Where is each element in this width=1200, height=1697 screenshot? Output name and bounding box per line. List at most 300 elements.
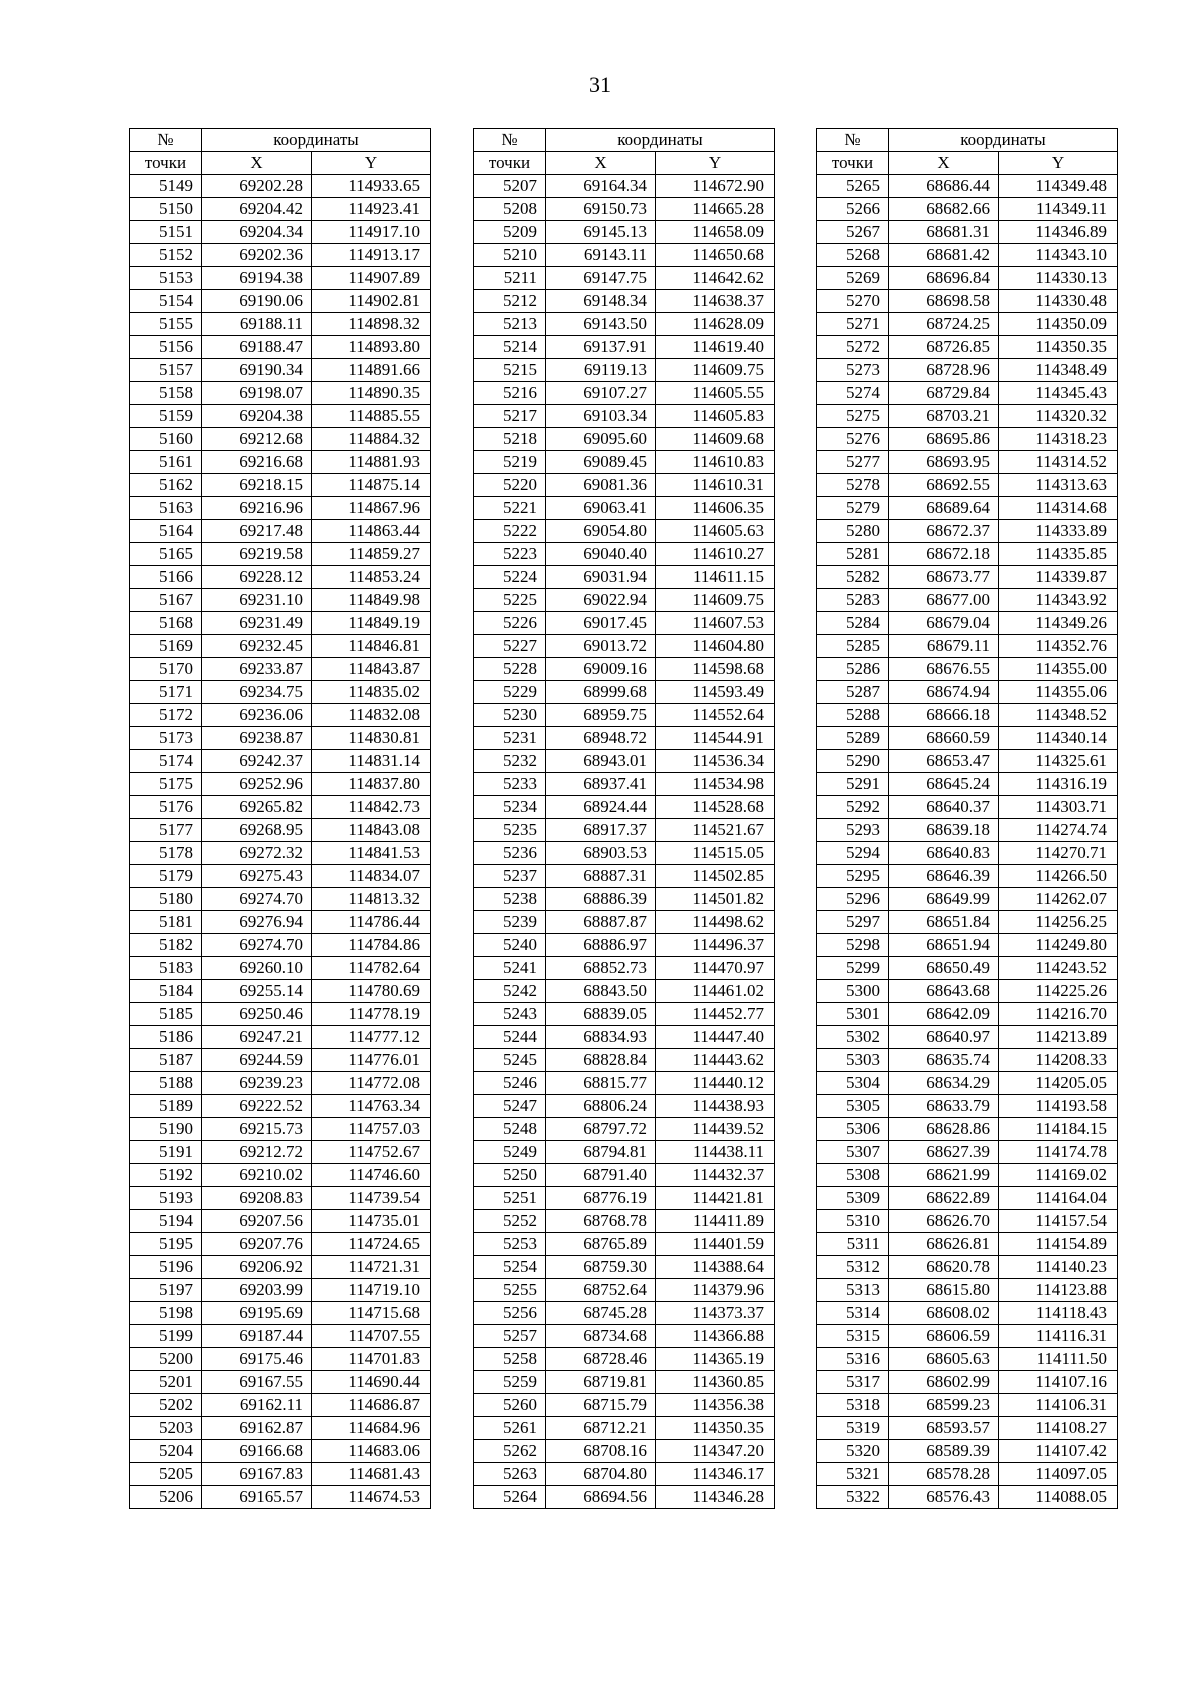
point-number-cell: 5231 bbox=[474, 727, 546, 750]
x-coordinate-cell: 68794.81 bbox=[546, 1141, 656, 1164]
y-coordinate-cell: 114256.25 bbox=[999, 911, 1118, 934]
point-number-cell: 5214 bbox=[474, 336, 546, 359]
point-number-cell: 5177 bbox=[130, 819, 202, 842]
x-coordinate-cell: 69190.34 bbox=[202, 359, 312, 382]
table-row bbox=[474, 819, 775, 842]
y-coordinate-cell: 114609.75 bbox=[656, 359, 775, 382]
point-number-cell: 5279 bbox=[817, 497, 889, 520]
table-row bbox=[130, 497, 431, 520]
x-coordinate-cell: 69212.72 bbox=[202, 1141, 312, 1164]
table-row bbox=[130, 727, 431, 750]
y-coordinate-cell: 114763.34 bbox=[312, 1095, 431, 1118]
table-row bbox=[817, 911, 1118, 934]
table-row bbox=[817, 658, 1118, 681]
point-number-cell: 5153 bbox=[130, 267, 202, 290]
x-coordinate-cell: 69143.50 bbox=[546, 313, 656, 336]
table-row bbox=[817, 1417, 1118, 1440]
point-number-cell: 5253 bbox=[474, 1233, 546, 1256]
x-coordinate-cell: 68776.19 bbox=[546, 1187, 656, 1210]
x-coordinate-cell: 69017.45 bbox=[546, 612, 656, 635]
y-coordinate-cell: 114249.80 bbox=[999, 934, 1118, 957]
y-coordinate-cell: 114350.09 bbox=[999, 313, 1118, 336]
table-row bbox=[130, 1187, 431, 1210]
point-number-cell: 5197 bbox=[130, 1279, 202, 1302]
point-number-cell: 5250 bbox=[474, 1164, 546, 1187]
table-row bbox=[130, 796, 431, 819]
y-coordinate-cell: 114867.96 bbox=[312, 497, 431, 520]
table-row bbox=[817, 1463, 1118, 1486]
x-coordinate-cell: 68695.86 bbox=[889, 428, 999, 451]
y-coordinate-cell: 114316.19 bbox=[999, 773, 1118, 796]
x-coordinate-cell: 68704.80 bbox=[546, 1463, 656, 1486]
point-number-cell: 5228 bbox=[474, 658, 546, 681]
table-row bbox=[474, 198, 775, 221]
point-number-cell: 5183 bbox=[130, 957, 202, 980]
point-number-cell: 5178 bbox=[130, 842, 202, 865]
point-number-cell: 5259 bbox=[474, 1371, 546, 1394]
y-coordinate-cell: 114496.37 bbox=[656, 934, 775, 957]
point-number-cell: 5260 bbox=[474, 1394, 546, 1417]
table-row bbox=[130, 1279, 431, 1302]
point-number-cell: 5171 bbox=[130, 681, 202, 704]
x-coordinate-cell: 68715.79 bbox=[546, 1394, 656, 1417]
x-coordinate-cell: 69247.21 bbox=[202, 1026, 312, 1049]
point-number-cell: 5167 bbox=[130, 589, 202, 612]
x-coordinate-cell: 69207.56 bbox=[202, 1210, 312, 1233]
y-coordinate-cell: 114598.68 bbox=[656, 658, 775, 681]
x-coordinate-cell: 69218.15 bbox=[202, 474, 312, 497]
x-coordinate-cell: 68599.23 bbox=[889, 1394, 999, 1417]
y-coordinate-cell: 114650.68 bbox=[656, 244, 775, 267]
table-row bbox=[817, 290, 1118, 313]
table-row bbox=[130, 1440, 431, 1463]
x-coordinate-cell: 69236.06 bbox=[202, 704, 312, 727]
header-row bbox=[130, 152, 431, 175]
table-row bbox=[130, 681, 431, 704]
table-row bbox=[130, 1072, 431, 1095]
header-row bbox=[817, 129, 1118, 152]
y-coordinate-cell: 114318.23 bbox=[999, 428, 1118, 451]
point-number-cell: 5230 bbox=[474, 704, 546, 727]
point-number-cell: 5254 bbox=[474, 1256, 546, 1279]
x-coordinate-cell: 68765.89 bbox=[546, 1233, 656, 1256]
x-coordinate-cell: 68676.55 bbox=[889, 658, 999, 681]
point-number-cell: 5180 bbox=[130, 888, 202, 911]
y-coordinate-cell: 114325.61 bbox=[999, 750, 1118, 773]
point-number-cell: 5307 bbox=[817, 1141, 889, 1164]
x-coordinate-cell: 69081.36 bbox=[546, 474, 656, 497]
point-number-cell: 5152 bbox=[130, 244, 202, 267]
point-number-cell: 5306 bbox=[817, 1118, 889, 1141]
point-number-cell: 5189 bbox=[130, 1095, 202, 1118]
point-number-cell: 5220 bbox=[474, 474, 546, 497]
y-coordinate-cell: 114830.81 bbox=[312, 727, 431, 750]
point-number-cell: 5317 bbox=[817, 1371, 889, 1394]
x-coordinate-cell: 68673.77 bbox=[889, 566, 999, 589]
point-number-cell: 5294 bbox=[817, 842, 889, 865]
table-row bbox=[130, 1348, 431, 1371]
x-coordinate-cell: 68937.41 bbox=[546, 773, 656, 796]
table-row bbox=[130, 911, 431, 934]
table-row bbox=[130, 1256, 431, 1279]
table-row bbox=[817, 497, 1118, 520]
x-coordinate-cell: 68797.72 bbox=[546, 1118, 656, 1141]
table-row bbox=[817, 1187, 1118, 1210]
point-number-cell: 5247 bbox=[474, 1095, 546, 1118]
y-coordinate-cell: 114116.31 bbox=[999, 1325, 1118, 1348]
table-row bbox=[474, 1371, 775, 1394]
table-row bbox=[817, 198, 1118, 221]
x-coordinate-cell: 68681.42 bbox=[889, 244, 999, 267]
point-number-cell: 5202 bbox=[130, 1394, 202, 1417]
x-coordinate-cell: 68643.68 bbox=[889, 980, 999, 1003]
table-row bbox=[817, 1164, 1118, 1187]
y-coordinate-cell: 114447.40 bbox=[656, 1026, 775, 1049]
y-coordinate-cell: 114345.43 bbox=[999, 382, 1118, 405]
y-coordinate-cell: 114107.16 bbox=[999, 1371, 1118, 1394]
x-coordinate-cell: 68626.70 bbox=[889, 1210, 999, 1233]
point-number-cell: 5271 bbox=[817, 313, 889, 336]
x-coordinate-cell: 68640.83 bbox=[889, 842, 999, 865]
y-coordinate-cell: 114884.32 bbox=[312, 428, 431, 451]
point-number-cell: 5186 bbox=[130, 1026, 202, 1049]
point-number-cell: 5285 bbox=[817, 635, 889, 658]
point-number-cell: 5208 bbox=[474, 198, 546, 221]
table-row bbox=[474, 382, 775, 405]
table-row bbox=[817, 1325, 1118, 1348]
point-number-cell: 5268 bbox=[817, 244, 889, 267]
y-coordinate-cell: 114724.65 bbox=[312, 1233, 431, 1256]
point-number-cell: 5196 bbox=[130, 1256, 202, 1279]
point-number-header-symbol: № bbox=[474, 129, 546, 152]
x-coordinate-cell: 68602.99 bbox=[889, 1371, 999, 1394]
table-row bbox=[130, 1118, 431, 1141]
x-coordinate-cell: 69272.32 bbox=[202, 842, 312, 865]
table-row bbox=[130, 382, 431, 405]
table-row bbox=[474, 1118, 775, 1141]
x-coordinate-cell: 68653.47 bbox=[889, 750, 999, 773]
x-coordinate-cell: 68660.59 bbox=[889, 727, 999, 750]
y-coordinate-cell: 114313.63 bbox=[999, 474, 1118, 497]
y-coordinate-cell: 114443.62 bbox=[656, 1049, 775, 1072]
y-coordinate-cell: 114715.68 bbox=[312, 1302, 431, 1325]
table-row bbox=[130, 543, 431, 566]
point-number-cell: 5209 bbox=[474, 221, 546, 244]
x-coordinate-cell: 69143.11 bbox=[546, 244, 656, 267]
x-coordinate-cell: 69063.41 bbox=[546, 497, 656, 520]
table-row bbox=[130, 1164, 431, 1187]
coordinates-table-2 bbox=[473, 128, 775, 1509]
table-row bbox=[817, 980, 1118, 1003]
table-row bbox=[130, 1486, 431, 1509]
y-coordinate-cell: 114684.96 bbox=[312, 1417, 431, 1440]
table-row bbox=[817, 451, 1118, 474]
table-row bbox=[474, 796, 775, 819]
point-number-cell: 5316 bbox=[817, 1348, 889, 1371]
x-coordinate-cell: 69216.96 bbox=[202, 497, 312, 520]
point-number-cell: 5169 bbox=[130, 635, 202, 658]
y-coordinate-cell: 114891.66 bbox=[312, 359, 431, 382]
table-row bbox=[130, 336, 431, 359]
x-coordinate-cell: 69148.34 bbox=[546, 290, 656, 313]
y-coordinate-cell: 114216.70 bbox=[999, 1003, 1118, 1026]
y-coordinate-cell: 114752.67 bbox=[312, 1141, 431, 1164]
point-number-cell: 5206 bbox=[130, 1486, 202, 1509]
table-row bbox=[130, 474, 431, 497]
y-coordinate-cell: 114898.32 bbox=[312, 313, 431, 336]
y-coordinate-cell: 114628.09 bbox=[656, 313, 775, 336]
y-coordinate-cell: 114875.14 bbox=[312, 474, 431, 497]
table-row bbox=[474, 658, 775, 681]
point-number-cell: 5195 bbox=[130, 1233, 202, 1256]
y-coordinate-cell: 114349.48 bbox=[999, 175, 1118, 198]
x-coordinate-cell: 68703.21 bbox=[889, 405, 999, 428]
x-coordinate-cell: 69022.94 bbox=[546, 589, 656, 612]
y-coordinate-cell: 114346.28 bbox=[656, 1486, 775, 1509]
x-coordinate-cell: 68628.86 bbox=[889, 1118, 999, 1141]
table-row bbox=[130, 704, 431, 727]
x-coordinate-cell: 69162.87 bbox=[202, 1417, 312, 1440]
y-coordinate-cell: 114123.88 bbox=[999, 1279, 1118, 1302]
table-row bbox=[474, 175, 775, 198]
point-number-header-label: точки bbox=[474, 152, 546, 175]
x-coordinate-cell: 68696.84 bbox=[889, 267, 999, 290]
point-number-cell: 5240 bbox=[474, 934, 546, 957]
table-row bbox=[817, 313, 1118, 336]
page-number: 31 bbox=[589, 72, 611, 97]
point-number-cell: 5305 bbox=[817, 1095, 889, 1118]
y-coordinate-cell: 114881.93 bbox=[312, 451, 431, 474]
y-header: Y bbox=[312, 152, 431, 175]
y-coordinate-cell: 114111.50 bbox=[999, 1348, 1118, 1371]
table-row bbox=[817, 796, 1118, 819]
table-row bbox=[474, 1302, 775, 1325]
header-row bbox=[474, 129, 775, 152]
y-coordinate-cell: 114314.52 bbox=[999, 451, 1118, 474]
point-number-cell: 5224 bbox=[474, 566, 546, 589]
table-row bbox=[817, 1348, 1118, 1371]
x-coordinate-cell: 69103.34 bbox=[546, 405, 656, 428]
point-number-cell: 5292 bbox=[817, 796, 889, 819]
point-number-cell: 5238 bbox=[474, 888, 546, 911]
y-coordinate-cell: 114432.37 bbox=[656, 1164, 775, 1187]
point-number-cell: 5166 bbox=[130, 566, 202, 589]
table-row bbox=[817, 1371, 1118, 1394]
y-coordinate-cell: 114841.53 bbox=[312, 842, 431, 865]
point-number-header-symbol: № bbox=[130, 129, 202, 152]
point-number-cell: 5263 bbox=[474, 1463, 546, 1486]
x-coordinate-cell: 69147.75 bbox=[546, 267, 656, 290]
x-coordinate-cell: 69255.14 bbox=[202, 980, 312, 1003]
y-coordinate-cell: 114782.64 bbox=[312, 957, 431, 980]
x-coordinate-cell: 68608.02 bbox=[889, 1302, 999, 1325]
x-coordinate-cell: 68886.39 bbox=[546, 888, 656, 911]
y-coordinate-cell: 114778.19 bbox=[312, 1003, 431, 1026]
point-number-cell: 5313 bbox=[817, 1279, 889, 1302]
point-number-cell: 5256 bbox=[474, 1302, 546, 1325]
point-number-cell: 5175 bbox=[130, 773, 202, 796]
y-coordinate-cell: 114835.02 bbox=[312, 681, 431, 704]
x-coordinate-cell: 69207.76 bbox=[202, 1233, 312, 1256]
x-coordinate-cell: 69232.45 bbox=[202, 635, 312, 658]
point-number-cell: 5222 bbox=[474, 520, 546, 543]
x-coordinate-cell: 68633.79 bbox=[889, 1095, 999, 1118]
point-number-cell: 5187 bbox=[130, 1049, 202, 1072]
table-row bbox=[474, 842, 775, 865]
point-number-cell: 5174 bbox=[130, 750, 202, 773]
header-row bbox=[817, 152, 1118, 175]
table-row bbox=[817, 1256, 1118, 1279]
table-row bbox=[817, 727, 1118, 750]
y-coordinate-cell: 114544.91 bbox=[656, 727, 775, 750]
x-coordinate-cell: 68887.31 bbox=[546, 865, 656, 888]
y-coordinate-cell: 114552.64 bbox=[656, 704, 775, 727]
x-coordinate-cell: 69167.83 bbox=[202, 1463, 312, 1486]
y-coordinate-cell: 114609.68 bbox=[656, 428, 775, 451]
y-coordinate-cell: 114721.31 bbox=[312, 1256, 431, 1279]
point-number-cell: 5308 bbox=[817, 1164, 889, 1187]
table-row bbox=[130, 750, 431, 773]
x-coordinate-cell: 68578.28 bbox=[889, 1463, 999, 1486]
table-row bbox=[474, 474, 775, 497]
y-coordinate-cell: 114831.14 bbox=[312, 750, 431, 773]
table-row bbox=[474, 359, 775, 382]
table-row bbox=[130, 1394, 431, 1417]
table-row bbox=[130, 313, 431, 336]
x-coordinate-cell: 68615.80 bbox=[889, 1279, 999, 1302]
table-row bbox=[474, 934, 775, 957]
y-coordinate-cell: 114330.13 bbox=[999, 267, 1118, 290]
y-coordinate-cell: 114266.50 bbox=[999, 865, 1118, 888]
y-coordinate-cell: 114690.44 bbox=[312, 1371, 431, 1394]
point-number-cell: 5309 bbox=[817, 1187, 889, 1210]
table-row bbox=[130, 520, 431, 543]
point-number-cell: 5284 bbox=[817, 612, 889, 635]
x-coordinate-cell: 68903.53 bbox=[546, 842, 656, 865]
point-number-cell: 5168 bbox=[130, 612, 202, 635]
y-coordinate-cell: 114106.31 bbox=[999, 1394, 1118, 1417]
point-number-cell: 5277 bbox=[817, 451, 889, 474]
table-row bbox=[130, 865, 431, 888]
table-row bbox=[130, 1049, 431, 1072]
point-number-header-symbol: № bbox=[817, 129, 889, 152]
table-row bbox=[130, 888, 431, 911]
y-coordinate-cell: 114923.41 bbox=[312, 198, 431, 221]
table-row bbox=[474, 589, 775, 612]
table-row bbox=[130, 198, 431, 221]
x-coordinate-cell: 69009.16 bbox=[546, 658, 656, 681]
point-number-cell: 5157 bbox=[130, 359, 202, 382]
point-number-cell: 5164 bbox=[130, 520, 202, 543]
y-coordinate-cell: 114863.44 bbox=[312, 520, 431, 543]
x-coordinate-cell: 69268.95 bbox=[202, 819, 312, 842]
x-coordinate-cell: 68674.94 bbox=[889, 681, 999, 704]
x-coordinate-cell: 69204.42 bbox=[202, 198, 312, 221]
table-row bbox=[817, 1095, 1118, 1118]
y-coordinate-cell: 114348.49 bbox=[999, 359, 1118, 382]
table-row bbox=[474, 428, 775, 451]
table-row bbox=[130, 267, 431, 290]
x-coordinate-cell: 69216.68 bbox=[202, 451, 312, 474]
x-coordinate-cell: 69231.49 bbox=[202, 612, 312, 635]
point-number-cell: 5163 bbox=[130, 497, 202, 520]
point-number-cell: 5311 bbox=[817, 1233, 889, 1256]
x-coordinate-cell: 68679.04 bbox=[889, 612, 999, 635]
y-coordinate-cell: 114379.96 bbox=[656, 1279, 775, 1302]
table-row bbox=[817, 773, 1118, 796]
y-coordinate-cell: 114502.85 bbox=[656, 865, 775, 888]
x-coordinate-cell: 69198.07 bbox=[202, 382, 312, 405]
y-coordinate-cell: 114303.71 bbox=[999, 796, 1118, 819]
point-number-cell: 5242 bbox=[474, 980, 546, 1003]
point-number-cell: 5293 bbox=[817, 819, 889, 842]
y-coordinate-cell: 114843.08 bbox=[312, 819, 431, 842]
y-coordinate-cell: 114461.02 bbox=[656, 980, 775, 1003]
x-coordinate-cell: 68650.49 bbox=[889, 957, 999, 980]
table-row bbox=[130, 244, 431, 267]
y-coordinate-cell: 114890.35 bbox=[312, 382, 431, 405]
table-row bbox=[130, 405, 431, 428]
x-coordinate-cell: 69217.48 bbox=[202, 520, 312, 543]
y-coordinate-cell: 114610.83 bbox=[656, 451, 775, 474]
point-number-cell: 5221 bbox=[474, 497, 546, 520]
y-coordinate-cell: 114164.04 bbox=[999, 1187, 1118, 1210]
point-number-cell: 5296 bbox=[817, 888, 889, 911]
table-row bbox=[474, 1072, 775, 1095]
y-coordinate-cell: 114610.27 bbox=[656, 543, 775, 566]
y-coordinate-cell: 114642.62 bbox=[656, 267, 775, 290]
y-coordinate-cell: 114605.63 bbox=[656, 520, 775, 543]
table-row bbox=[474, 635, 775, 658]
y-coordinate-cell: 114933.65 bbox=[312, 175, 431, 198]
point-number-cell: 5249 bbox=[474, 1141, 546, 1164]
table-row bbox=[474, 1141, 775, 1164]
point-number-cell: 5155 bbox=[130, 313, 202, 336]
y-coordinate-cell: 114746.60 bbox=[312, 1164, 431, 1187]
table-row bbox=[130, 1095, 431, 1118]
x-coordinate-cell: 68693.95 bbox=[889, 451, 999, 474]
point-number-cell: 5225 bbox=[474, 589, 546, 612]
x-coordinate-cell: 69215.73 bbox=[202, 1118, 312, 1141]
x-coordinate-cell: 68917.37 bbox=[546, 819, 656, 842]
x-coordinate-cell: 68734.68 bbox=[546, 1325, 656, 1348]
point-number-cell: 5201 bbox=[130, 1371, 202, 1394]
table-row bbox=[474, 1095, 775, 1118]
y-coordinate-cell: 114193.58 bbox=[999, 1095, 1118, 1118]
table-row bbox=[130, 451, 431, 474]
point-number-cell: 5159 bbox=[130, 405, 202, 428]
point-number-cell: 5281 bbox=[817, 543, 889, 566]
y-coordinate-cell: 114593.49 bbox=[656, 681, 775, 704]
point-number-cell: 5304 bbox=[817, 1072, 889, 1095]
y-coordinate-cell: 114438.11 bbox=[656, 1141, 775, 1164]
y-coordinate-cell: 114917.10 bbox=[312, 221, 431, 244]
table-row bbox=[130, 658, 431, 681]
table-row bbox=[817, 543, 1118, 566]
table-row bbox=[474, 773, 775, 796]
x-coordinate-cell: 69188.11 bbox=[202, 313, 312, 336]
y-coordinate-cell: 114784.86 bbox=[312, 934, 431, 957]
table-row bbox=[474, 1164, 775, 1187]
x-coordinate-cell: 69228.12 bbox=[202, 566, 312, 589]
x-coordinate-cell: 68640.97 bbox=[889, 1026, 999, 1049]
point-number-cell: 5267 bbox=[817, 221, 889, 244]
point-number-cell: 5262 bbox=[474, 1440, 546, 1463]
y-coordinate-cell: 114107.42 bbox=[999, 1440, 1118, 1463]
point-number-cell: 5193 bbox=[130, 1187, 202, 1210]
y-coordinate-cell: 114501.82 bbox=[656, 888, 775, 911]
y-coordinate-cell: 114913.17 bbox=[312, 244, 431, 267]
